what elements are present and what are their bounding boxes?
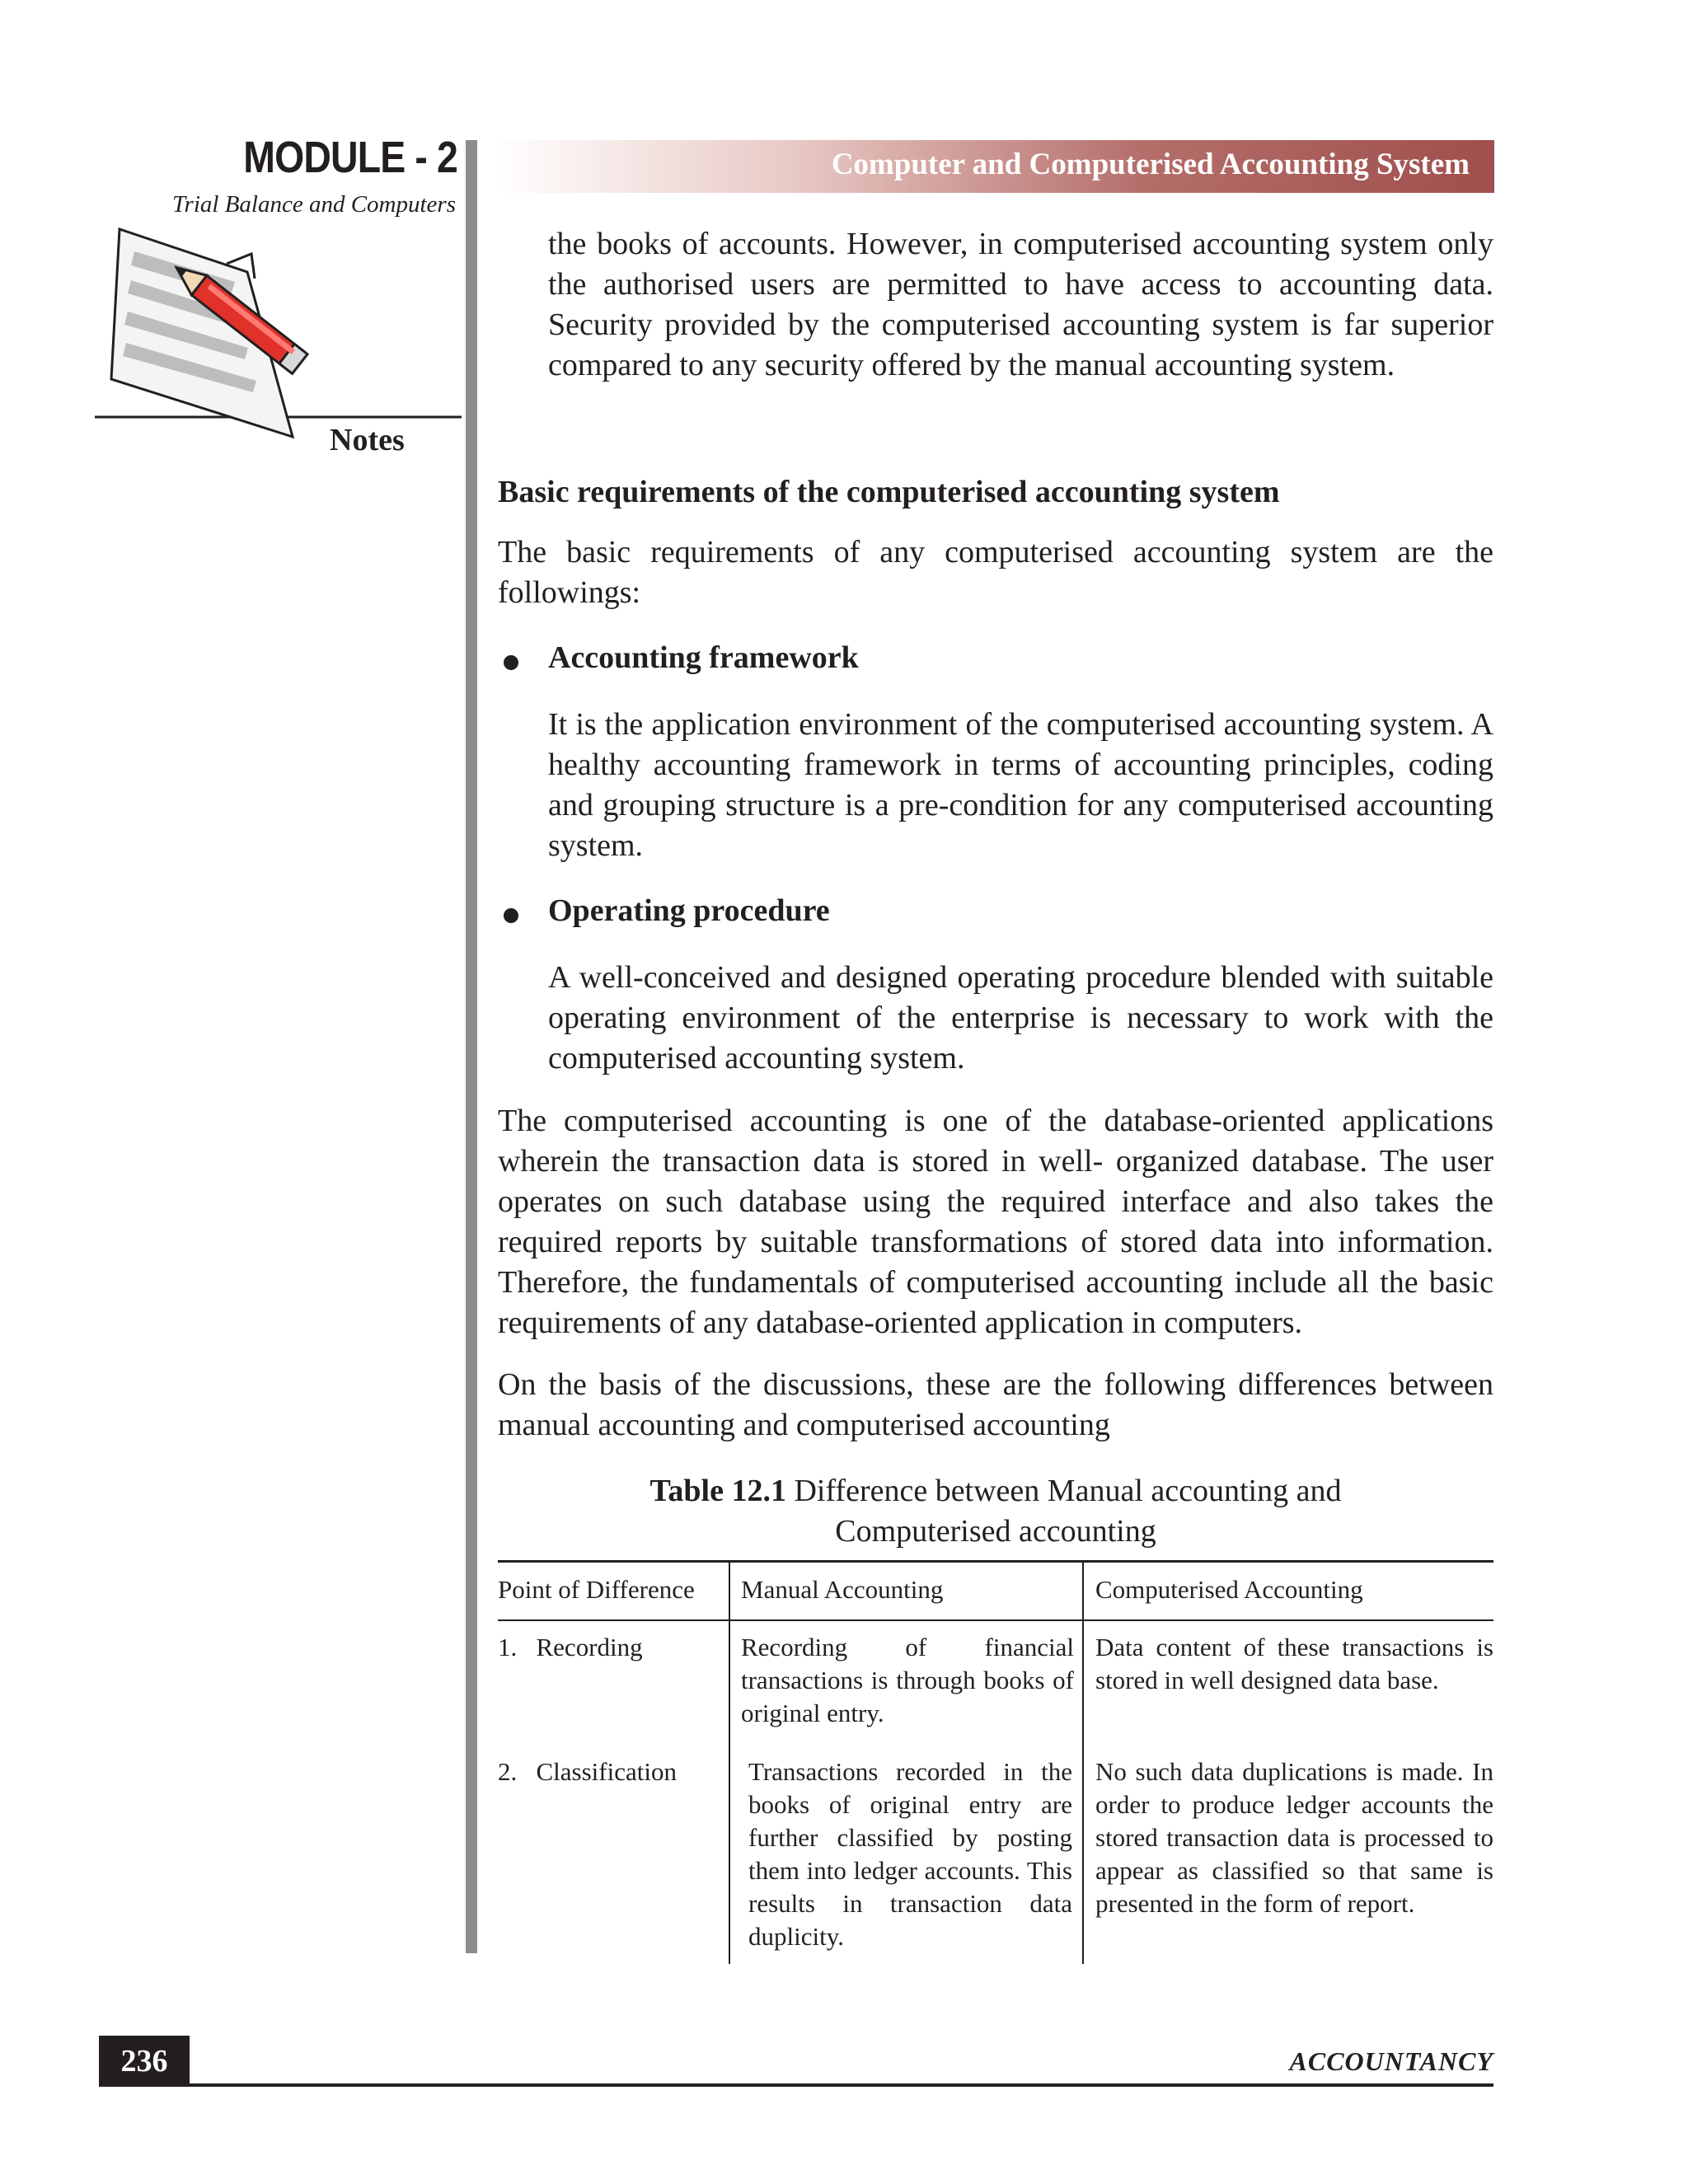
bullet-icon <box>504 908 518 923</box>
margin-divider <box>466 140 477 1953</box>
table-caption <box>498 1471 1493 1552</box>
notepad-pencil-icon <box>95 223 474 462</box>
section-heading: Basic requirements of the computerised accounting system <box>498 475 1280 509</box>
table-row-manual: Recording of financial transactions is through books of original entry. <box>741 1633 1074 1727</box>
table-header-manual: Manual Accounting <box>741 1575 944 1604</box>
intro-paragraph: the books of accounts. However, in computerised accounting system only the authorised users are permitted to have access to accounting data. Security provided by the computerised accounting system is far superior compared to any security offered by the manual accounting system. <box>548 227 1493 382</box>
bullet-text-accounting-framework: It is the application environment of the computerised accounting system. A healthy accounting framework in terms of accounting principles, coding and grouping structure is a pre-condition for any computerised accounting system. <box>548 707 1493 863</box>
bullet-title-accounting-framework: Accounting framework <box>548 640 859 675</box>
basis-paragraph: On the basis of the discussions, these are the following differences between manual accounting and computerised accounting <box>498 1367 1493 1442</box>
footer-rule <box>99 2083 1493 2087</box>
bullet-icon <box>504 655 518 670</box>
module-subtitle: Trial Balance and Computers <box>172 191 456 218</box>
table-header-rule <box>498 1619 1493 1621</box>
table-label: Table 12.1 <box>649 1474 786 1508</box>
table-row-manual: Transactions recorded in the books of original entry are further classified by posting them into ledger accounts. This results in transaction data duplicity. <box>748 1757 1072 1951</box>
bullet-text-operating-procedure: A well-conceived and designed operating procedure blended with suitable operating environment of the enterprise is necessary to work with the computerised accounting system. <box>548 960 1493 1076</box>
table-column-divider <box>729 1560 730 1964</box>
table-top-rule <box>498 1560 1493 1563</box>
footer-subject: ACCOUNTANCY <box>1289 2046 1493 2076</box>
table-row-computerised: No such data duplications is made. In order to produce ledger accounts the stored transaction data is processed to appear as classified so that same is presented in the form of report. <box>1095 1757 1493 1918</box>
table-column-divider <box>1082 1560 1084 1964</box>
table-row-point: 1. Recording <box>498 1633 643 1661</box>
table-header-point: Point of Difference <box>498 1575 695 1604</box>
table-row-computerised: Data content of these transactions is stored in well designed data base. <box>1095 1633 1493 1694</box>
table-caption-line2: Computerised accounting <box>835 1514 1156 1549</box>
page-number: 236 <box>99 2036 190 2087</box>
bullet-title-operating-procedure: Operating procedure <box>548 893 830 928</box>
module-title: MODULE - 2 <box>243 133 457 182</box>
chapter-title: Computer and Computerised Accounting System <box>831 148 1470 181</box>
table-caption-line1: Difference between Manual accounting and <box>794 1474 1342 1508</box>
chapter-header <box>495 140 1494 193</box>
section-intro: The basic requirements of any computerised accounting system are the followings: <box>498 535 1493 610</box>
database-paragraph: The computerised accounting is one of the database-oriented applications wherein the transaction data is stored in well- organized database. The user operates on such database using the required interface and also takes the required reports by suitable transformations of stored data into information. Therefore, the fundamentals of computerised accounting include all the basic requirements of any database-oriented application in computers. <box>498 1104 1493 1340</box>
table-row-point: 2. Classification <box>498 1757 677 1786</box>
notes-label: Notes <box>330 423 405 457</box>
table-header-computerised: Computerised Accounting <box>1095 1575 1363 1604</box>
